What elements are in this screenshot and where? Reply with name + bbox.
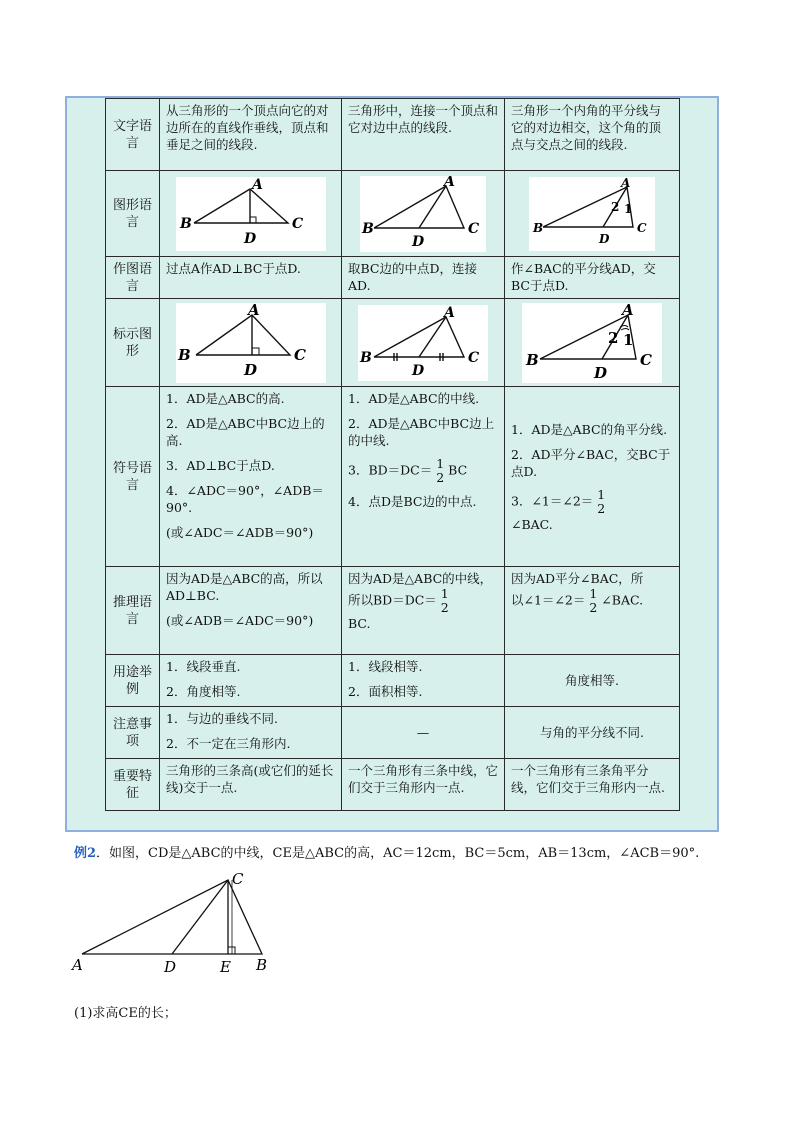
row-head-reasoning-language: 推理语言 — [106, 567, 160, 655]
svg-text:D: D — [412, 362, 425, 379]
svg-text:B: B — [179, 215, 192, 232]
svg-text:D: D — [594, 363, 608, 382]
cell-altitude-notes: 1．与边的垂线不同. 2．不一定在三角形内. — [160, 707, 342, 759]
table-row — [106, 257, 680, 299]
fraction-one-half: 1 2 — [440, 586, 449, 615]
cell-altitude-reasoning: 因为AD是△ABC的高，所以AD⊥BC. (或∠ADB＝∠ADC＝90°) — [160, 567, 342, 655]
svg-text:A: A — [621, 176, 631, 190]
svg-text:E: E — [220, 958, 231, 976]
svg-text:C: C — [468, 220, 480, 237]
cell-bisector-features: 一个三角形有三条角平分线，它们交于三角形内一点. — [505, 759, 680, 811]
example-2 — [74, 842, 764, 861]
svg-text:D: D — [599, 231, 610, 246]
svg-text:1: 1 — [624, 201, 633, 216]
cell-altitude-usage: 1．线段垂直. 2．角度相等. — [160, 655, 342, 707]
fraction-one-half: 1 2 — [589, 586, 598, 615]
svg-text:C: C — [291, 215, 303, 232]
svg-text:D: D — [412, 233, 425, 250]
svg-text:A: A — [622, 302, 634, 319]
svg-text:B: B — [526, 350, 539, 369]
cell-median-reasoning: 因为AD是△ABC的中线，所以BD＝DC＝ 1 2 BC. — [342, 567, 505, 655]
row-head-symbol-language: 符号语言 — [106, 387, 160, 567]
table-row — [106, 387, 680, 567]
cell-median-symbol: 1．AD是△ABC的中线. 2．AD是△ABC中BC边上的中线. 3．BD＝DC＝ 1 2 BC 4．点D是BC边的中点. — [342, 387, 505, 567]
table-row — [106, 655, 680, 707]
triangle-lines-table — [105, 98, 680, 811]
svg-text:D: D — [243, 360, 257, 379]
fraction-one-half: 1 2 — [436, 456, 445, 485]
svg-text:C: C — [640, 350, 652, 369]
svg-text:A: A — [247, 302, 260, 319]
cell-altitude-construction: 过点A作AD⊥BC于点D. — [160, 257, 342, 299]
svg-text:D: D — [243, 230, 256, 247]
row-head-figure-language: 图形语言 — [106, 171, 160, 257]
svg-text:B: B — [256, 956, 268, 974]
row-head-notes: 注意事项 — [106, 707, 160, 759]
svg-text:2: 2 — [611, 199, 620, 214]
example-text: ．如图，CD是△ABC的中线，CE是△ABC的高，AC＝12cm，BC＝5cm，AB＝13cm，∠ACB＝90°. — [96, 846, 700, 861]
svg-text:B: B — [360, 349, 372, 366]
svg-text:C: C — [637, 220, 647, 235]
svg-text:C: C — [293, 345, 306, 364]
table-row — [106, 171, 680, 257]
svg-text:A: A — [444, 175, 455, 190]
cell-bisector-symbol: 1．AD是△ABC的角平分线. 2．AD平分∠BAC，交BC于点D. 3．∠1＝∠2＝ 1 2 ∠BAC. — [505, 387, 680, 567]
cell-bisector-notes: 与角的平分线不同. — [505, 707, 680, 759]
cell-bisector-construction: 作∠BAC的平分线AD，交BC于点D. — [505, 257, 680, 299]
example-figure — [70, 870, 280, 980]
cell-bisector-reasoning: 因为AD平分∠BAC，所 以∠1＝∠2＝ 1 2 ∠BAC. — [505, 567, 680, 655]
cell-altitude-symbol: 1．AD是△ABC的高. 2．AD是△ABC中BC边上的高. 3．AD⊥BC于点D. 4．∠ADC＝90°，∠ADB＝90°. (或∠ADC＝∠ADB＝90°) — [160, 387, 342, 567]
table-row — [106, 567, 680, 655]
svg-text:B: B — [177, 345, 191, 364]
table-row — [106, 99, 680, 171]
cell-median-notes: — — [342, 707, 505, 759]
fraction-one-half: 1 2 — [597, 486, 606, 516]
svg-text:C: C — [468, 349, 480, 366]
svg-text:A: A — [444, 304, 455, 321]
cell-bisector-usage: 角度相等. — [505, 655, 680, 707]
cell-median-construction: 取BC边的中点D，连接AD. — [342, 257, 505, 299]
example-tag: 例2 — [74, 846, 97, 861]
svg-text:D: D — [164, 958, 177, 976]
bisector-marked-figure — [522, 303, 662, 383]
svg-text:2: 2 — [608, 328, 619, 347]
svg-text:A: A — [72, 956, 83, 974]
svg-text:B: B — [362, 220, 374, 237]
row-head-construction-language: 作图语言 — [106, 257, 160, 299]
row-head-key-features: 重要特征 — [106, 759, 160, 811]
cell-median-text: 三角形中，连接一个顶点和它对边中点的线段. — [342, 99, 505, 171]
median-marked-figure — [358, 305, 488, 381]
cell-median-features: 一个三角形有三条中线，它们交于三角形内一点. — [342, 759, 505, 811]
question-1: (1)求高CE的长； — [74, 1006, 177, 1021]
cell-median-usage: 1．线段相等. 2．面积相等. — [342, 655, 505, 707]
svg-text:A: A — [251, 176, 263, 193]
table-row — [106, 707, 680, 759]
cell-altitude-text: 从三角形的一个顶点向它的对边所在的直线作垂线，顶点和垂足之间的线段. — [160, 99, 342, 171]
cell-bisector-text: 三角形一个内角的平分线与它的对边相交，这个角的顶点与交点之间的线段. — [505, 99, 680, 171]
row-head-usage-examples: 用途举例 — [106, 655, 160, 707]
table-row — [106, 759, 680, 811]
altitude-figure — [176, 177, 326, 251]
svg-text:C: C — [232, 870, 244, 888]
table-row — [106, 299, 680, 387]
row-head-text-language: 文字语言 — [106, 99, 160, 171]
median-figure — [360, 176, 486, 252]
cell-altitude-features: 三角形的三条高(或它们的延长线)交于一点. — [160, 759, 342, 811]
svg-text:B: B — [533, 220, 544, 235]
bisector-figure — [529, 177, 655, 251]
svg-text:1: 1 — [623, 330, 634, 349]
altitude-marked-figure — [176, 303, 326, 383]
row-head-marked-figure: 标示图形 — [106, 299, 160, 387]
